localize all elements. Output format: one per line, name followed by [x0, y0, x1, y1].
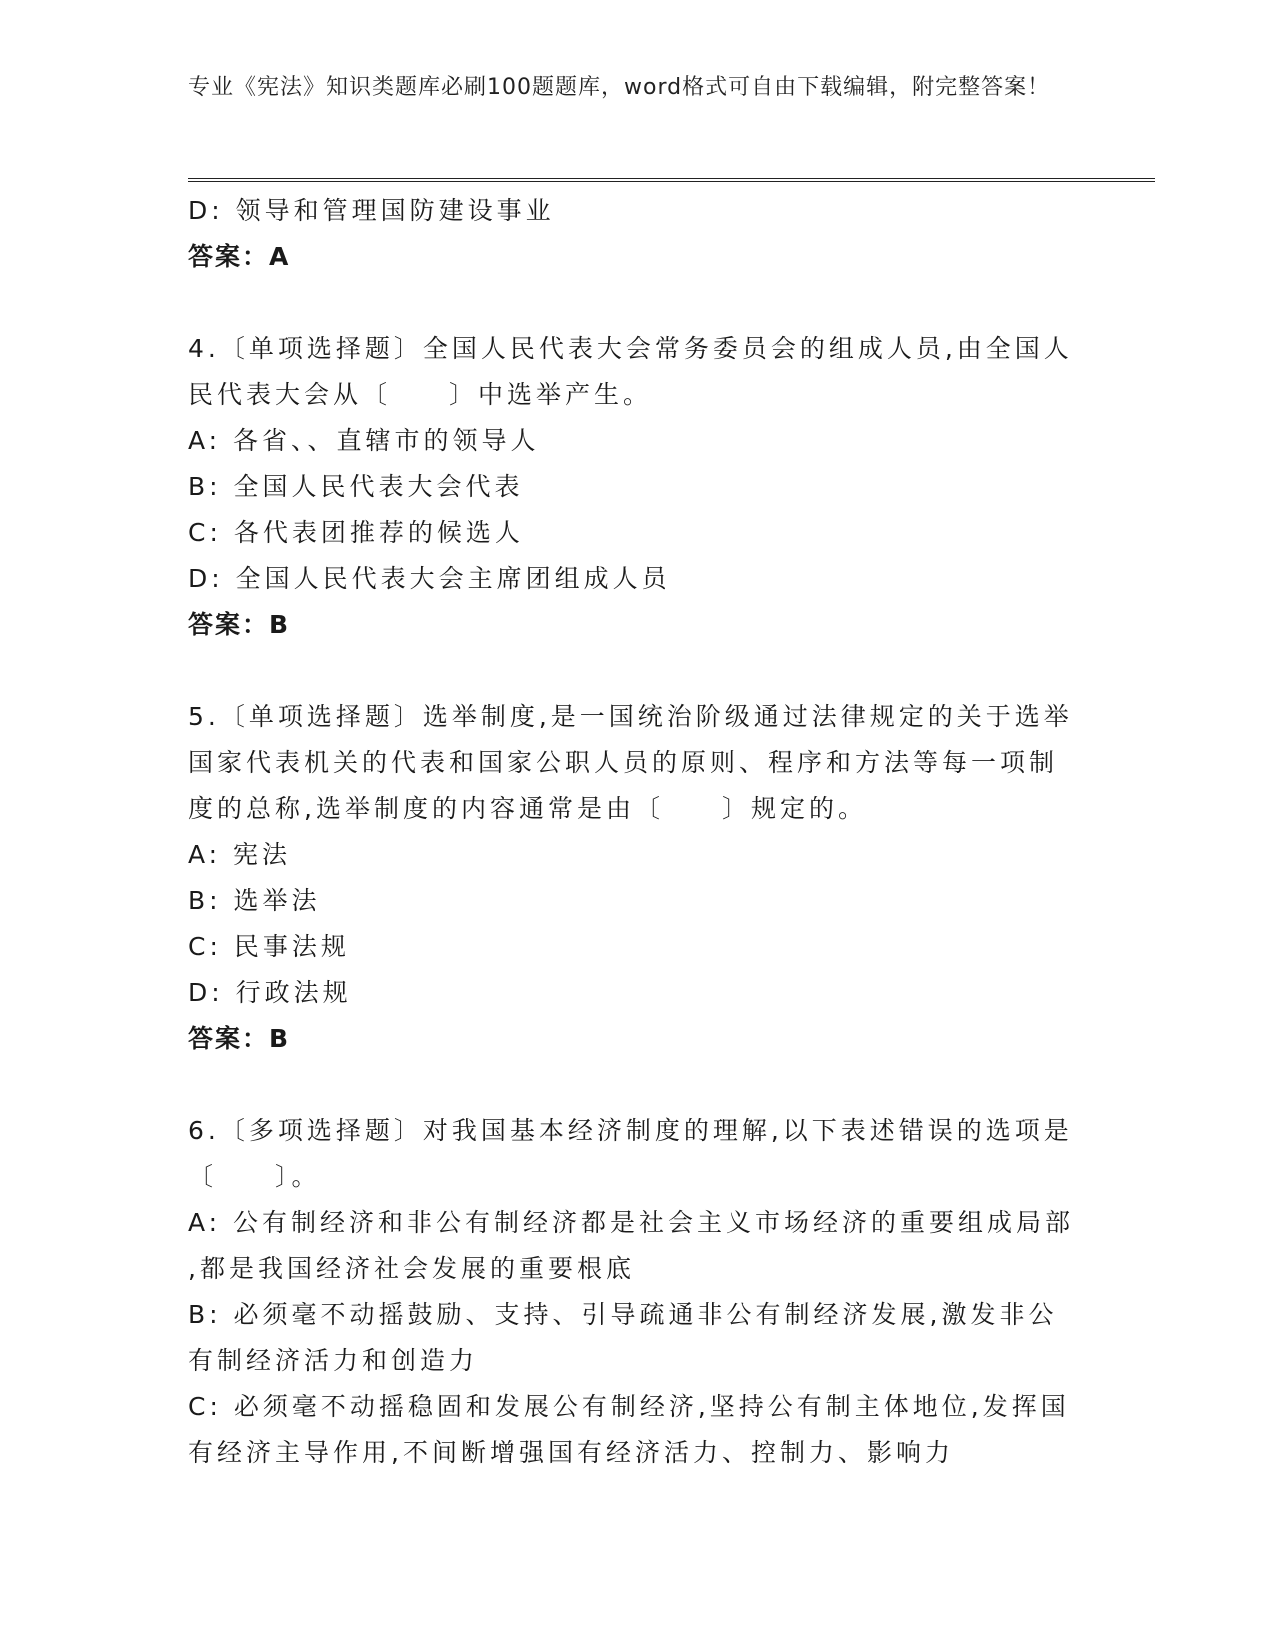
option-a: A: 宪法	[188, 840, 292, 869]
page-header	[188, 72, 1068, 104]
question-stem-line: 民代表大会从〔 〕中选举产生。	[188, 380, 653, 409]
question-stem-line: 度的总称,选举制度的内容通常是由〔 〕规定的。	[188, 794, 867, 823]
document-body	[188, 188, 1088, 1476]
option-a: A: 公有制经济和非公有制经济都是社会主义市场经济的重要组成局部	[188, 1208, 1075, 1237]
question-stem-line: 4.〔单项选择题〕全国人民代表大会常务委员会的组成人员,由全国人	[188, 334, 1073, 363]
header-divider	[188, 178, 1155, 182]
option-a-continued: ,都是我国经济社会发展的重要根底	[188, 1254, 635, 1283]
question-stem-line: 国家代表机关的代表和国家公职人员的原则、程序和方法等每一项制	[188, 748, 1059, 777]
answer-line: 答案：B	[188, 610, 291, 639]
question-5	[188, 694, 1088, 1062]
question-6	[188, 1108, 1088, 1476]
answer-line: 答案：A	[188, 242, 291, 271]
option-c-continued: 有经济主导作用,不间断增强国有经济活力、控制力、影响力	[188, 1438, 954, 1467]
option-c: C: 各代表团推荐的候选人	[188, 518, 524, 547]
option-a: A: 各省、、直辖市的领导人	[188, 426, 540, 455]
answer-line: 答案：B	[188, 1024, 291, 1053]
question-stem-line: 〔 〕。	[188, 1162, 321, 1191]
question-stem-line: 6.〔多项选择题〕对我国基本经济制度的理解,以下表述错误的选项是	[188, 1116, 1073, 1145]
question-stem-line: 5.〔单项选择题〕选举制度,是一国统治阶级通过法律规定的关于选举	[188, 702, 1073, 731]
option-d: D: 行政法规	[188, 978, 352, 1007]
option-b-continued: 有制经济活力和创造力	[188, 1346, 479, 1375]
option-c: C: 民事法规	[188, 932, 350, 961]
option-b: B: 必须毫不动摇鼓励、支持、引导疏通非公有制经济发展,激发非公	[188, 1300, 1058, 1329]
header-title: 专业《宪法》知识类题库必刷100题题库，word格式可自由下载编辑，附完整答案！	[188, 75, 1051, 100]
option-b: B: 全国人民代表大会代表	[188, 472, 524, 501]
option-c: C: 必须毫不动摇稳固和发展公有制经济,坚持公有制主体地位,发挥国	[188, 1392, 1070, 1421]
option-d: D: 全国人民代表大会主席团组成人员	[188, 564, 671, 593]
option-d: D: 领导和管理国防建设事业	[188, 196, 555, 225]
option-b: B: 选举法	[188, 886, 321, 915]
question-4	[188, 326, 1088, 648]
